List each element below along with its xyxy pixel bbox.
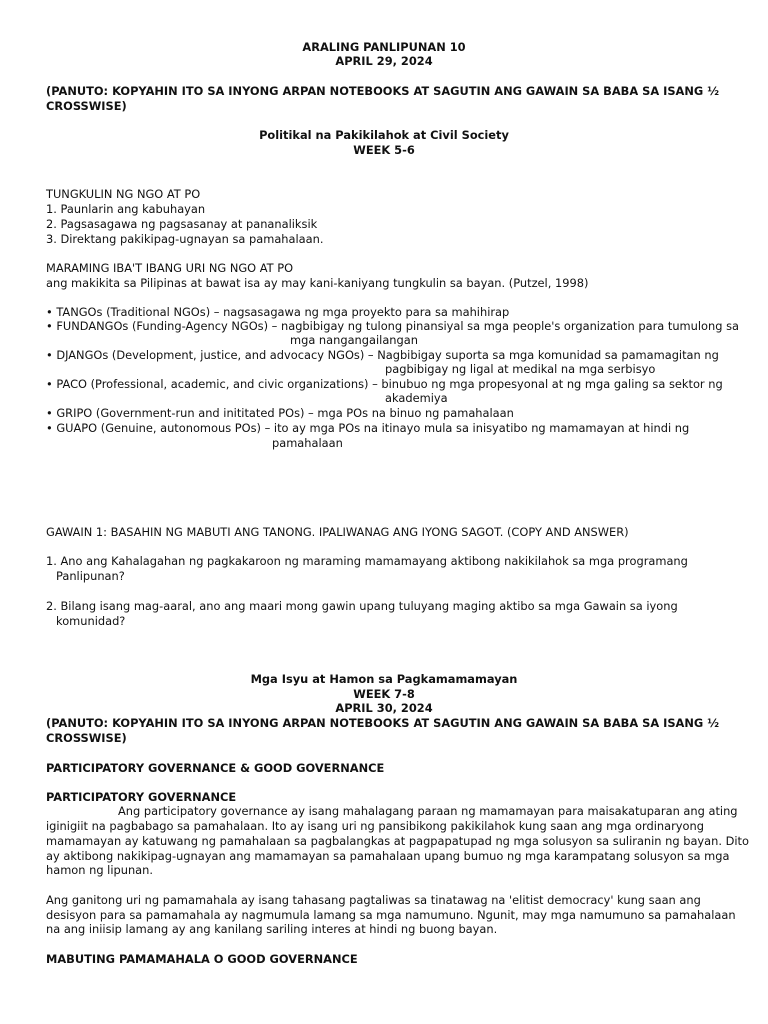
section2-instruction-2: CROSSWISE)	[46, 731, 127, 745]
ngo-bullet-continuation: pagbibigay ng ligal at medikal na mga serbisyo	[385, 362, 656, 376]
paragraph-line: ay aktibong nakikipag-ugnayan ang mamamayan sa pamahalaan upang bumuo ng mga karampatang solusyon sa mga	[46, 849, 730, 863]
week-label: WEEK 5-6	[353, 143, 415, 157]
question-1: 1. Ano ang Kahalagahan ng pagkakaroon ng maraming mamamayang aktibong nakikilahok sa mga programang	[46, 554, 688, 568]
tungkulin-heading: TUNGKULIN NG NGO AT PO	[46, 187, 201, 201]
tungkulin-item: 1. Paunlarin ang kabuhayan	[46, 202, 206, 216]
paragraph-line: hamon ng lipunan.	[46, 863, 153, 877]
subject-title: ARALING PANLIPUNAN 10	[302, 40, 466, 54]
instruction-line-2: CROSSWISE)	[46, 99, 127, 113]
paragraph-line: Ang participatory governance ay isang mahalagang paraan ng mamamayan para maisakatuparan ang ating	[118, 804, 738, 818]
paragraph-line: mamamayan ay katuwang ng pamahalaan sa pagbalangkas at pagpapatupad ng mga solusyon sa suliranin ng bayan. Dito	[46, 834, 749, 848]
paragraph-line: Ang ganitong uri ng pamamahala ay isang tahasang pagtaliwas sa tinatawag na 'elitist democracy' kung saan ang	[46, 893, 701, 907]
section2-date: APRIL 30, 2024	[335, 701, 433, 715]
paragraph-line: na ang iniisip lamang ay ang kanilang sariling interes at hindi ng buong bayan.	[46, 922, 498, 936]
ngo-bullet: • TANGOs (Traditional NGOs) – nagsasagawa ng mga proyekto para sa mahihirap	[46, 305, 510, 319]
ngo-bullet: • FUNDANGOs (Funding-Agency NGOs) – nagbibigay ng tulong pinansiyal sa mga people's organization para tumulong sa	[46, 319, 739, 333]
instruction-line-1: (PANUTO: KOPYAHIN ITO SA INYONG ARPAN NOTEBOOKS AT SAGUTIN ANG GAWAIN SA BABA SA ISANG ½	[46, 84, 720, 98]
ngo-bullet-continuation: akademiya	[385, 391, 448, 405]
po-bullet: • GRIPO (Government-run and inititated POs) – mga POs na binuo ng pamahalaan	[46, 406, 514, 420]
paragraph-line: desisyon para sa pamamahala ay nagmumula lamang sa mga namumuno. Ngunit, may mga namumuno sa pamahalaan	[46, 908, 736, 922]
good-governance-heading: MABUTING PAMAMAHALA O GOOD GOVERNANCE	[46, 952, 358, 966]
uri-heading: MARAMING IBA'T IBANG URI NG NGO AT PO	[46, 261, 294, 275]
po-bullet: • GUAPO (Genuine, autonomous POs) – ito ay mga POs na itinayo mula sa inisyatibo ng mamamayan at hindi ng	[46, 421, 690, 435]
tungkulin-item: 2. Pagsasagawa ng pagsasanay at pananaliksik	[46, 217, 318, 231]
participatory-heading: PARTICIPATORY GOVERNANCE	[46, 790, 237, 804]
section2-title: Mga Isyu at Hamon sa Pagkamamamayan	[250, 672, 518, 686]
ngo-bullet: • PACO (Professional, academic, and civic organizations) – binubuo ng mga propesyonal at ng mga galing sa sektor ng	[46, 377, 723, 391]
governance-heading: PARTICIPATORY GOVERNANCE & GOOD GOVERNANCE	[46, 761, 385, 775]
ngo-bullet: • DJANGOs (Development, justice, and advocacy NGOs) – Nagbibigay suporta sa mga komunidad sa pamamagitan ng	[46, 348, 719, 362]
section2-week: WEEK 7-8	[353, 687, 415, 701]
po-bullet-continuation: pamahalaan	[272, 436, 343, 450]
tungkulin-item: 3. Direktang pakikipag-ugnayan sa pamahalaan.	[46, 232, 324, 246]
ngo-bullet-continuation: mga nangangailangan	[290, 333, 418, 347]
question-1-continuation: Panlipunan?	[56, 569, 125, 583]
uri-intro: ang makikita sa Pilipinas at bawat isa ay may kani-kaniyang tungkulin sa bayan. (Putzel, 1998)	[46, 276, 589, 290]
gawain-heading: GAWAIN 1: BASAHIN NG MABUTI ANG TANONG. IPALIWANAG ANG IYONG SAGOT. (COPY AND ANSWER)	[46, 525, 629, 539]
date-line: APRIL 29, 2024	[335, 54, 433, 68]
section2-instruction-1: (PANUTO: KOPYAHIN ITO SA INYONG ARPAN NOTEBOOKS AT SAGUTIN ANG GAWAIN SA BABA SA ISANG ½	[46, 716, 720, 730]
question-2: 2. Bilang isang mag-aaral, ano ang maari mong gawin upang tuluyang maging aktibo sa mga Gawain sa iyong	[46, 599, 678, 613]
paragraph-line: iginigiit na pagbabago sa pamahalaan. Ito ay isang uri ng pansibikong pakikilahok kung saan ang mga ordinaryong	[46, 819, 704, 833]
question-2-continuation: komunidad?	[56, 614, 126, 628]
lesson-title: Politikal na Pakikilahok at Civil Society	[259, 128, 509, 142]
